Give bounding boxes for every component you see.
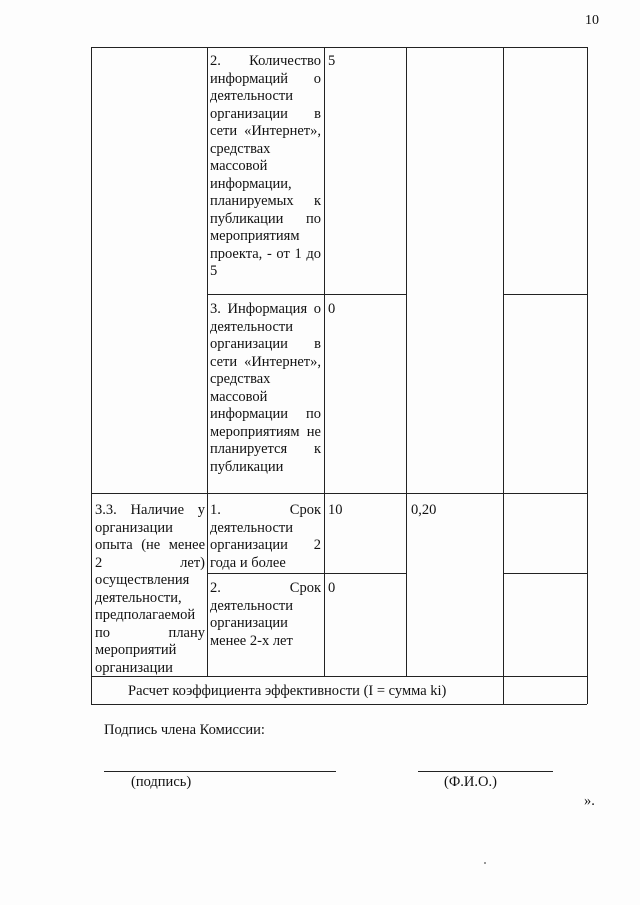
signature-heading: Подпись члена Комиссии: (104, 722, 265, 738)
table-border (91, 47, 92, 704)
table-border (324, 47, 325, 676)
table-border (503, 294, 587, 295)
criterion-info-none: 3. Информация о деятельности организации в сети «Интернет», средствах массовой информации по мероприятиям не планируется к публикации (210, 301, 321, 475)
score-experience-less2: 0 (328, 580, 336, 596)
total-label: Расчет коэффициента эффективности (I = сумма ki) (128, 683, 447, 699)
table-border (503, 573, 587, 574)
table-border (91, 493, 587, 494)
closing-quote: ». (584, 793, 595, 809)
weight-experience: 0,20 (411, 502, 437, 518)
table-border (503, 47, 504, 704)
table-border (207, 573, 406, 574)
table-border (587, 47, 588, 704)
signature-line (104, 771, 336, 772)
criterion-experience-less2: 2. Срок деятельности организации менее 2-х лет (210, 580, 321, 649)
page-number: 10 (585, 13, 599, 28)
name-line (418, 771, 553, 772)
criterion-experience-2plus: 1. Срок деятельности организации 2 года и более (210, 502, 321, 571)
scan-speck (484, 862, 486, 864)
table-border (91, 47, 587, 48)
table-border (207, 47, 208, 676)
score-info-count: 5 (328, 53, 336, 69)
table-border (207, 294, 406, 295)
score-experience-2plus: 10 (328, 502, 343, 518)
table-border (91, 704, 587, 705)
table-border (406, 47, 407, 676)
criterion-info-count: 2. Количество информаций о деятельности организации в сети «Интернет», средствах массовой информации, планируемых к публикации по мероприятиям проекта, - от 1 до 5 (210, 53, 321, 279)
score-info-none: 0 (328, 301, 336, 317)
signature-caption: (подпись) (131, 774, 192, 790)
name-caption: (Ф.И.О.) (444, 774, 497, 790)
indicator-experience: 3.3. Наличие у организации опыта (не менее 2 лет) осуществления деятельности, предполагаемой по плану мероприятий организации (95, 502, 205, 676)
